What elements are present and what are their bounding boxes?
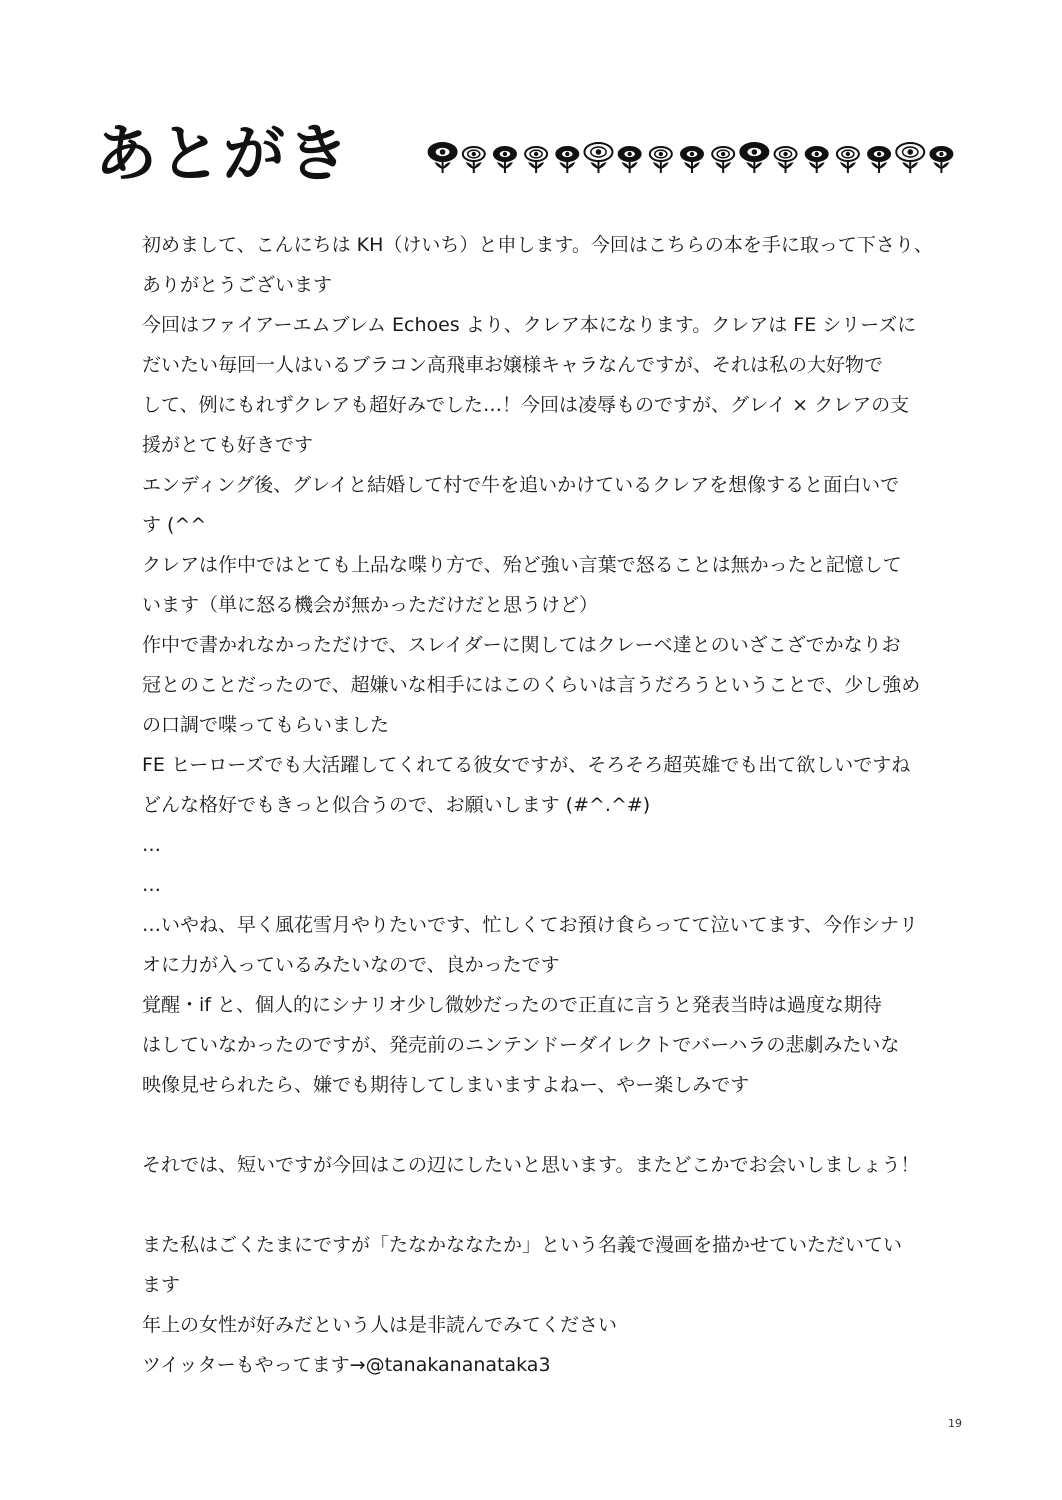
text-line: 初めまして、こんにちは KH（けいち）と申します。今回はこちらの本を手に取って下さり、 [142,234,933,256]
flower-icon [681,147,703,173]
text-line: FE ヒーローズでも大活躍してくれてる彼女ですが、そろそろ超英雄でも出て欲しいですね [142,754,911,776]
page-title: あとがき [95,117,352,190]
flower-icon [556,147,578,173]
text-line: 冠とのことだったので、超嫌いな相手にはこのくらいは言うだろうということで、少し強め [142,674,921,696]
blank-line [142,1105,932,1145]
text-line: ありがとうございます [142,274,333,296]
flower-icon [650,147,672,173]
page-number: 19 [948,1417,962,1430]
flower-icon [930,147,952,173]
text-line: ツイッターもやってます→@tanakananataka3 [142,1354,551,1376]
text-line: また私はごくたまにですが「たなかななたか」という名義で漫画を描かせていただいてい [142,1234,903,1256]
flower-icon [775,147,797,173]
flower-icon [868,147,890,173]
text-line: 援がとても好きです [142,434,314,456]
text-line: … [142,834,161,856]
text-line: います（単に怒る機会が無かっただけだと思うけど） [142,594,599,616]
flower-icon [429,143,457,173]
flower-icon [896,143,924,173]
text-line: 作中で書かれなかっただけで、スレイダーに関してはクレーベ達とのいざこざでかなりお [142,634,901,656]
text-line: 映像見せられたら、嫌でも期待してしまいますよねー、やー楽しみです [142,1074,750,1096]
text-line: 今回はファイアーエムブレム Echoes より、クレア本になります。クレアは FE シリーズに [142,314,917,336]
flower-border-icon [427,134,957,184]
text-line: の口調で喋ってもらいました [142,714,390,736]
flower-icon [525,147,547,173]
flower-icon [806,147,828,173]
flower-icon [712,147,734,173]
flower-icon [619,147,641,173]
text-line: … [142,874,161,896]
text-line: ます [142,1274,181,1296]
text-line: エンディング後、グレイと結婚して村で牛を追いかけているクレアを想像すると面白いで [142,474,900,496]
text-line: それでは、短いですが今回はこの辺にしたいと思います。またどこかでお会いしましょう！ [142,1154,920,1176]
text-line: だいたい毎回一人はいるブラコン高飛車お嬢様キャラなんですが、それは私の大好物で [142,354,884,376]
text-line: 年上の女性が好みだという人は是非読んでみてください [142,1314,618,1336]
text-line: す (^^ [142,514,207,536]
text-line: オに力が入っているみたいなので、良かったです [142,954,560,976]
flower-icon [463,147,485,173]
flower-icon [494,147,516,173]
blank-line [142,1185,932,1225]
flower-icon [584,143,612,173]
text-line: …いやね、早く風花雪月やりたいです、忙しくてお預け食らってて泣いてます、今作シナリ [142,914,918,936]
flower-decoration [427,134,957,184]
text-line: はしていなかったのですが、発売前のニンテンドーダイレクトでバーハラの悲劇みたいな [142,1034,900,1056]
flower-icon [837,147,859,173]
heading-row [95,118,975,198]
text-line: して、例にもれずクレアも超好みでした…！今回は凌辱ものですが、グレイ × クレアの支 [142,394,910,416]
text-line: どんな格好でもきっと似合うので、お願いします (#^.^#) [142,794,651,816]
afterword-body [142,225,932,1385]
flower-icon [740,143,768,173]
text-line: クレアは作中ではとても上品な喋り方で、殆ど強い言葉で怒ることは無かったと記憶して [142,554,902,576]
text-line: 覚醒・if と、個人的にシナリオ少し微妙だったので正直に言うと発表当時は過度な期待 [142,994,882,1016]
